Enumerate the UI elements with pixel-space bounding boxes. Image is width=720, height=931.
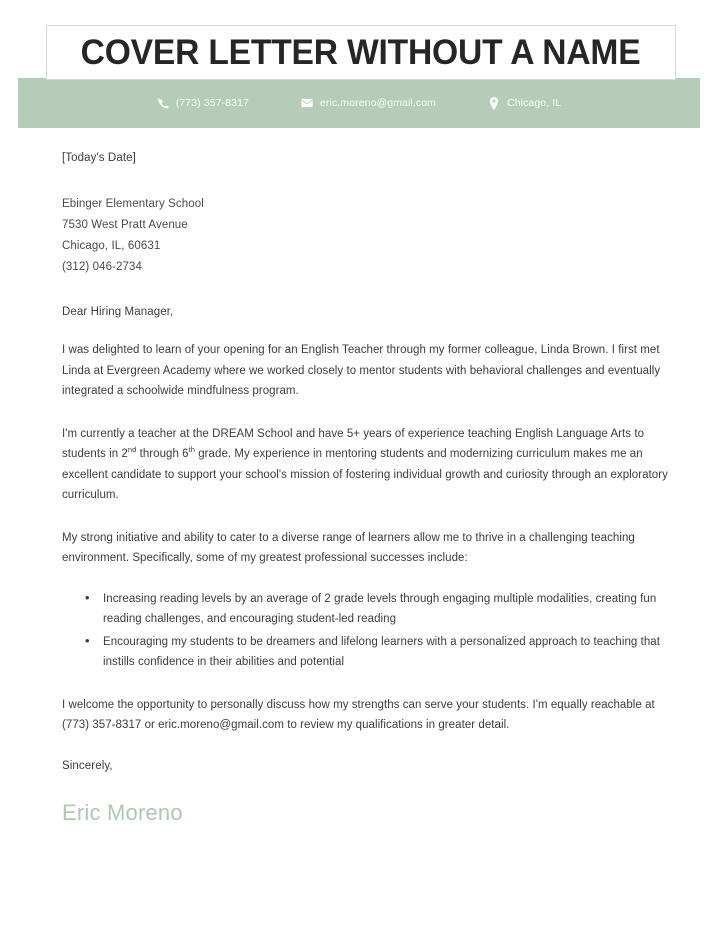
envelope-icon xyxy=(301,97,313,109)
recipient-organization: Ebinger Elementary School xyxy=(62,198,204,210)
letter-header xyxy=(0,0,720,132)
document-title-box xyxy=(46,25,676,80)
achievements-list xyxy=(62,589,670,673)
body-paragraph-4: I welcome the opportunity to personally discuss how my strengths can serve your students. I'm equally reachable at (773) 357-8317 or eric.moreno@gmail.com to review my qualifications in greater detail. xyxy=(62,698,655,731)
recipient-phone: (312) 046-2734 xyxy=(62,261,143,273)
salutation: Dear Hiring Manager, xyxy=(62,306,174,318)
contact-item-location[interactable] xyxy=(488,97,561,109)
body-paragraph-1: I was delighted to learn of your opening for an English Teacher through my former colleague, Linda Brown. I first met Linda at Evergreen Academy where we worked closely to mentor students with behavioral challenges and eventually integrated a schoolwide mindfulness program. xyxy=(62,344,661,397)
date-line: [Today's Date] xyxy=(62,152,136,164)
page-title: COVER LETTER WITHOUT A NAME xyxy=(81,32,641,72)
ordinal-suffix-second: nd xyxy=(127,445,137,455)
ordinal-suffix-sixth: th xyxy=(188,445,195,455)
body-paragraph-2 xyxy=(62,424,670,506)
body-paragraph-3: My strong initiative and ability to cater to a diverse range of learners allow me to thrive in a challenging teaching environment. Specifically, some of my greatest professional successes include: xyxy=(62,531,635,564)
recipient-street: 7530 West Pratt Avenue xyxy=(62,219,188,231)
contact-phone-text: (773) 357-8317 xyxy=(175,97,249,109)
paragraph-2-part-3: grade. My experience in mentoring students and modernizing curriculum makes me an excellent candidate to support your school's mission of fostering individual growth and curiosity through an exploratory curriculum. xyxy=(62,448,668,501)
signature-name: Eric Moreno xyxy=(62,799,183,825)
phone-icon xyxy=(157,97,169,109)
contact-bar xyxy=(18,78,700,128)
recipient-address-block xyxy=(62,194,670,278)
contact-item-phone[interactable] xyxy=(157,97,249,109)
map-pin-icon xyxy=(488,97,500,109)
contact-item-email[interactable] xyxy=(301,97,436,109)
paragraph-2-part-2: through 6 xyxy=(136,448,189,460)
closing-salutation: Sincerely, xyxy=(62,759,113,772)
list-item: • Increasing reading levels by an average of 2 grade levels through engaging multiple modalities, creating fun reading challenges, and encouraging student-led reading xyxy=(85,589,670,630)
contact-location-text: Chicago, IL xyxy=(507,97,562,109)
paragraph-2-part-1: I'm currently a teacher at the DREAM School and have 5+ years of experience teaching English Language Arts to students in 2 xyxy=(62,427,645,460)
contact-email-text: eric.moreno@gmail.com xyxy=(319,97,437,109)
list-item: • Encouraging my students to be dreamers and lifelong learners with a personalized approach to teaching that instills confidence in their abilities and potential xyxy=(85,632,670,673)
letter-body xyxy=(0,132,720,826)
recipient-city-state-zip: Chicago, IL, 60631 xyxy=(62,240,161,252)
